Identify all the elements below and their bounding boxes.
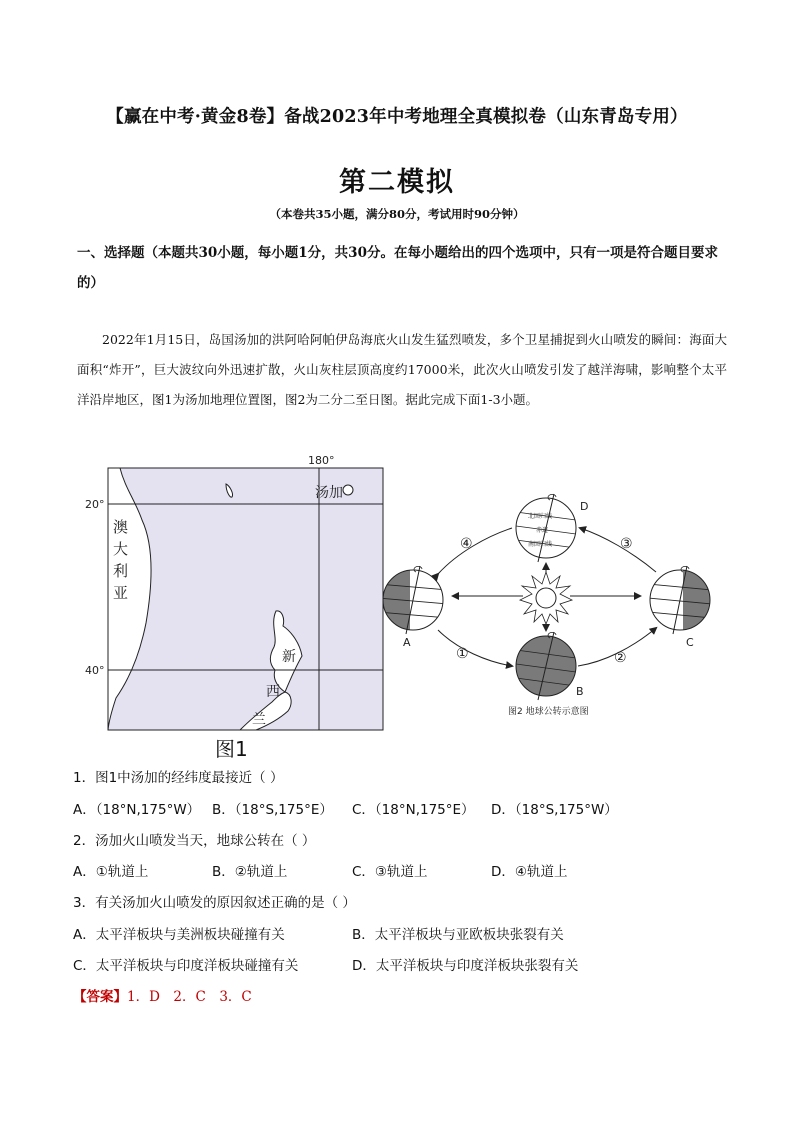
exam-info: （本卷共35小题，满分80分，考试用时90分钟） [269,207,525,221]
orbit-1-label: ① [456,646,469,662]
question-2-option-c[interactable]: C．③轨道上 [352,864,428,880]
svg-text:新: 新 [282,649,296,665]
answer-text: 1．D 2．C 3．C [127,989,252,1005]
svg-text:澳: 澳 [113,518,129,536]
figure2-caption: 图2 地球公转示意图 [508,707,589,717]
page-title: 第二模拟 [339,167,455,198]
sun-icon [520,572,572,624]
label-a: A [403,636,411,649]
figure2-orbit-diagram [378,490,718,725]
question-1-option-b[interactable]: B．（18°S,175°E） [212,802,333,818]
question-1-option-d[interactable]: D．（18°S,175°W） [491,802,618,818]
question-2-stem: 2．汤加火山喷发当天，地球公转在（ ） [73,833,316,849]
svg-text:兰: 兰 [252,712,266,728]
answer-line [73,985,252,1005]
orbit-3-label: ③ [620,536,633,552]
question-1-stem: 1．图1中汤加的经纬度最接近（ ） [73,770,284,786]
figure1-caption: 图1 [215,737,248,761]
tonga-label: 汤加 [315,485,343,501]
svg-text:赤道: 赤道 [536,527,549,534]
question-1-option-a[interactable]: A．（18°N,175°W） [73,802,201,818]
lat-label-40: 40° [85,664,105,677]
lat-label-20: 20° [85,498,105,511]
earth-position-d [516,494,576,562]
label-b: B [576,685,584,698]
earth-position-b [516,632,576,700]
svg-text:北回归线: 北回归线 [528,513,553,520]
tonga-marker [343,485,353,495]
figure1-map [80,448,390,738]
lon-label-180: 180° [308,454,335,467]
question-3-option-b[interactable]: B．太平洋板块与亚欧板块张裂有关 [352,927,564,943]
earth-position-a [378,566,448,634]
question-1-option-c[interactable]: C．（18°N,175°E） [352,802,475,818]
earth-position-c [648,566,712,634]
question-2-option-b[interactable]: B．②轨道上 [212,864,288,880]
answer-label: 【答案】 [73,989,127,1005]
question-3-option-d[interactable]: D．太平洋板块与印度洋板块张裂有关 [352,958,579,974]
svg-text:亚: 亚 [113,584,129,602]
orbit-4-label: ④ [460,536,473,552]
label-c: C [686,636,694,649]
question-3-option-c[interactable]: C．太平洋板块与印度洋板块碰撞有关 [73,958,299,974]
question-2-option-d[interactable]: D．④轨道上 [491,864,568,880]
section-heading: 一、选择题（本题共30小题，每小题1分，共30分。在每小题给出的四个选项中，只有一项是符合题目要求的） [77,245,718,291]
svg-text:南回归线: 南回归线 [528,541,553,548]
question-2-option-a[interactable]: A．①轨道上 [73,864,149,880]
svg-text:大: 大 [113,540,129,558]
svg-text:利: 利 [113,562,129,580]
svg-text:西: 西 [266,684,280,700]
passage-text: 2022年1月15日，岛国汤加的洪阿哈阿帕伊岛海底火山发生猛烈喷发，多个卫星捕捉到火山喷发的瞬间：海面大面积“炸开”，巨大波纹向外迅速扩散，火山灰柱层顶高度约17000米，此次火山喷发引发了越洋海啸，影响整个太平洋沿岸地区，图1为汤加地理位置图，图2为二分二至日图。据此完成下面1-3小题。 [77,332,727,407]
label-d: D [580,500,589,513]
question-3-stem: 3．有关汤加火山喷发的原因叙述正确的是（ ） [73,895,356,911]
orbit-2-label: ② [614,650,627,666]
series-title: 【赢在中考·黄金8卷】备战2023年中考地理全真模拟卷（山东青岛专用） [106,107,688,127]
question-3-option-a[interactable]: A．太平洋板块与美洲板块碰撞有关 [73,927,285,943]
